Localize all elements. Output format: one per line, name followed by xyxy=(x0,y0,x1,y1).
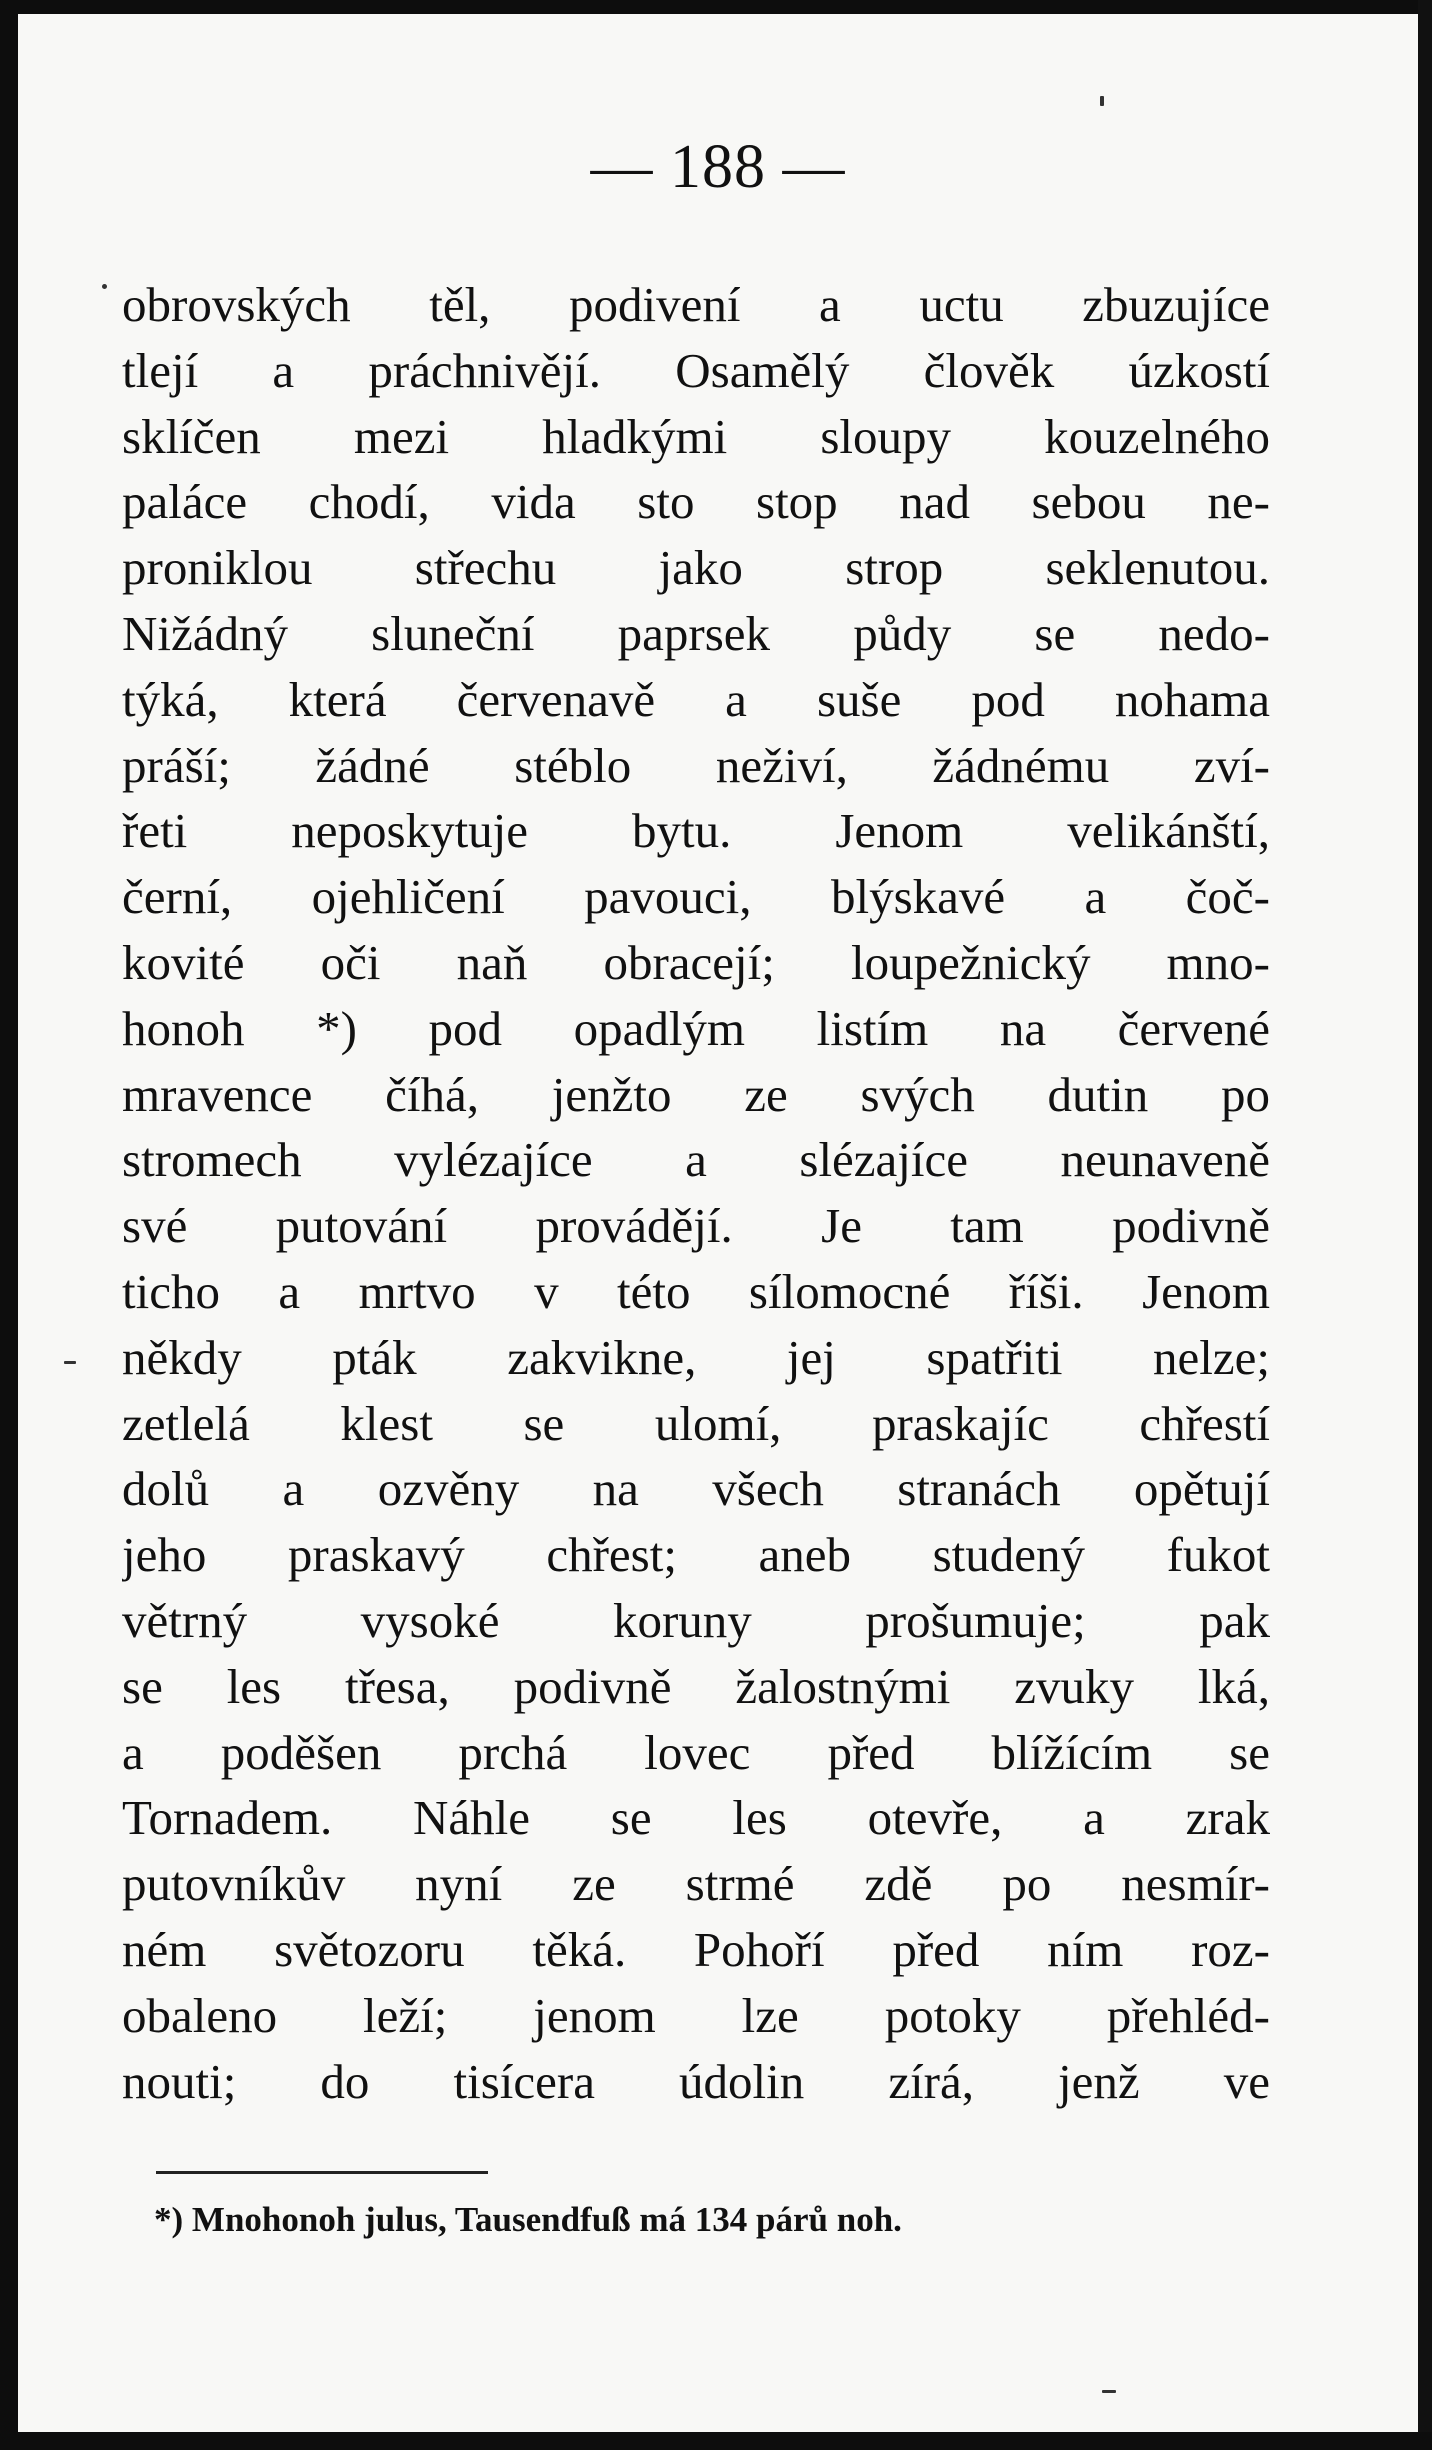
text-line: stromech vylézajíce a slézajíce neunaveně xyxy=(122,1132,1270,1188)
text-line: ném světozoru těká. Pohoří před ním roz- xyxy=(122,1921,1270,1977)
book-page xyxy=(18,14,1418,2432)
margin-mark xyxy=(102,284,107,289)
text-line: obrovských těl, podivení a uctu zbuzujíce xyxy=(122,277,1270,332)
scan-border-right xyxy=(1418,0,1432,2450)
text-line: práší; žádné stéblo neživí, žádnému zví- xyxy=(122,737,1270,793)
text-line: mravence číhá, jenžto ze svých dutin po xyxy=(122,1066,1270,1122)
text-line: své putování provádějí. Je tam podivně xyxy=(122,1198,1270,1254)
text-line: nouti; do tisícera údolin zírá, jenž ve xyxy=(122,2053,1270,2109)
page-number: — 188 — xyxy=(590,133,846,201)
text-line: černí, ojehličení pavouci, blýskavé a čoč- xyxy=(122,869,1270,925)
text-line: Tornadem. Náhle se les otevře, a zrak xyxy=(122,1790,1270,1846)
text-line: Nižádný sluneční paprsek půdy se nedo- xyxy=(122,605,1270,661)
text-line: honoh *) pod opadlým listím na červené xyxy=(122,1000,1270,1056)
scan-border-bottom xyxy=(0,2432,1432,2450)
text-line: proniklou střechu jako strop seklenutou. xyxy=(122,540,1270,596)
text-line: a poděšen prchá lovec před blížícím se xyxy=(122,1724,1270,1780)
text-line: putovníkův nyní ze strmé zdě po nesmír- xyxy=(122,1856,1270,1912)
text-line: sklíčen mezi hladkými sloupy kouzelného xyxy=(122,408,1270,464)
text-line: tlejí a práchnivějí. Osamělý člověk úzkostí xyxy=(122,342,1270,398)
footnote: *) Mnohonoh julus, Tausendfuß má 134 párů noh. xyxy=(154,2200,902,2239)
margin-mark xyxy=(64,1361,76,1364)
text-line: dolů a ozvěny na všech stranách opětují xyxy=(122,1461,1270,1517)
margin-mark xyxy=(1100,96,1104,106)
text-line: větrný vysoké koruny prošumuje; pak xyxy=(122,1592,1270,1648)
text-line: ticho a mrtvo v této sílomocné říši. Jenom xyxy=(122,1263,1270,1319)
text-line: někdy pták zakvikne, jej spatřiti nelze; xyxy=(122,1329,1270,1385)
text-line: obaleno leží; jenom lze potoky přehléd- xyxy=(122,1987,1270,2043)
body-text xyxy=(122,272,1270,2114)
scan-border-top xyxy=(0,0,1432,14)
margin-mark xyxy=(1102,2390,1116,2393)
scan-border-left xyxy=(0,0,18,2450)
text-line: se les třesa, podivně žalostnými zvuky lká, xyxy=(122,1658,1270,1714)
text-line: zetlelá klest se ulomí, praskajíc chřestí xyxy=(122,1395,1270,1451)
footnote-separator xyxy=(156,2171,488,2174)
text-line: řeti neposkytuje bytu. Jenom velikánští, xyxy=(122,803,1270,859)
text-line: jeho praskavý chřest; aneb studený fukot xyxy=(122,1527,1270,1583)
text-line: týká, která červenavě a suše pod nohama xyxy=(122,671,1270,727)
text-line: kovité oči naň obracejí; loupežnický mno- xyxy=(122,934,1270,990)
text-line: paláce chodí, vida sto stop nad sebou ne- xyxy=(122,474,1270,530)
